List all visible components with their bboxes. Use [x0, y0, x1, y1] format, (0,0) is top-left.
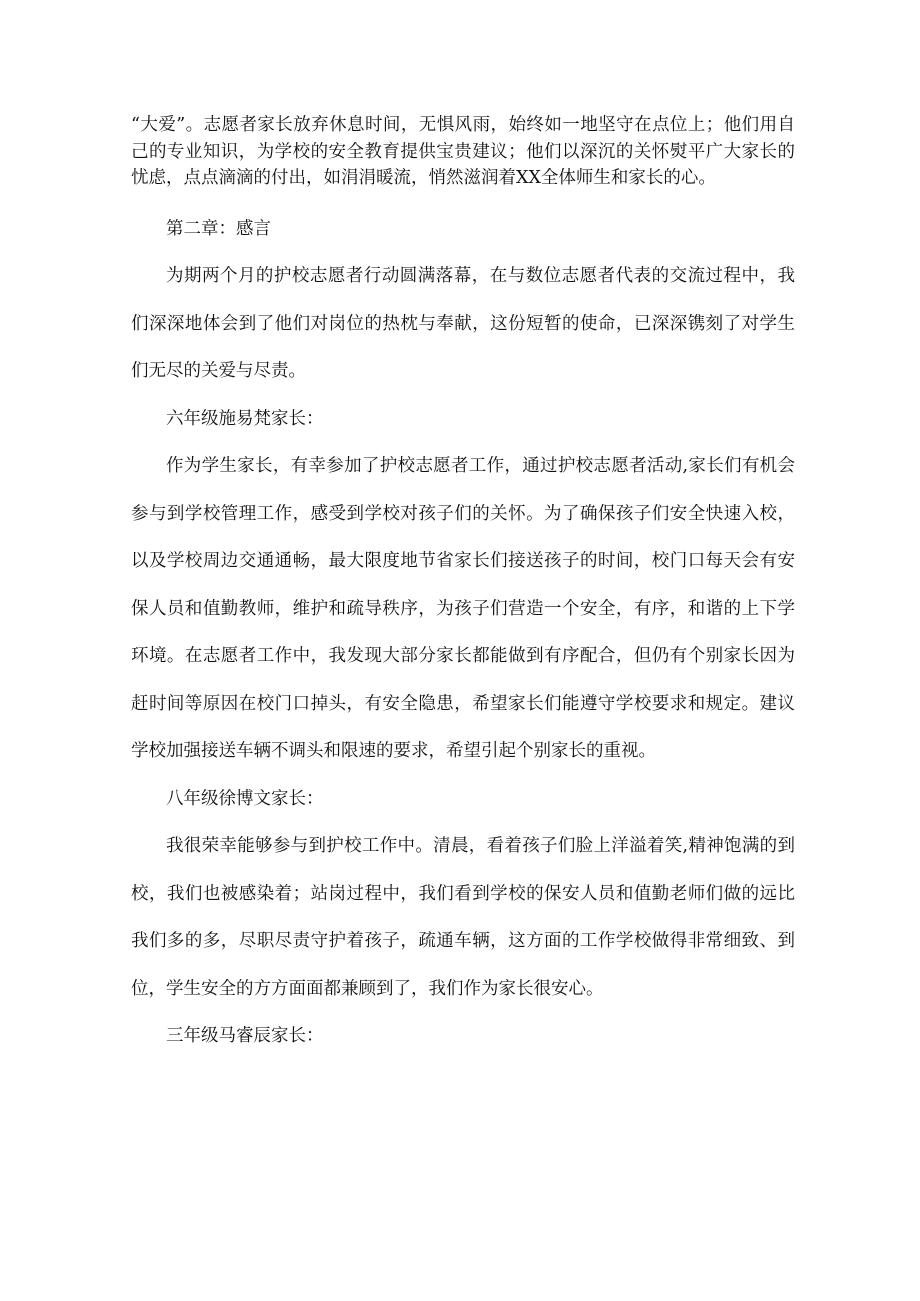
- chapter-intro-paragraph: 为期两个月的护校志愿者行动圆满落幕，在与数位志愿者代表的交流过程中，我们深深地体会到了他们对岗位的热枕与奉献，这份短暂的使命，已深深镌刻了对学生们无尽的关爱与尽责。: [131, 266, 795, 381]
- intro-paragraph: “大爱”。志愿者家长放弃休息时间，无惧风雨，始终如一地坚守在点位上；他们用自己的专业知识，为学校的安全教育提供宝贵建议；他们以深沉的关怀熨平广大家长的忧虑，点点滴滴的付出，如涓涓暖流，悄然滋润着XX全体师生和家长的心。: [131, 115, 795, 188]
- testimonial-text: 作为学生家长，有幸参加了护校志愿者工作，通过护校志愿者活动,家长们有机会参与到学校管理工作，感受到学校对孩子们的关怀。为了确保孩子们安全快速入校，以及学校周边交通通畅，最大限度地节省家长们接送孩子的时间，校门口每天会有安保人员和值勤教师，维护和疏导秩序，为孩子们营造一个安全，有序，和谐的上下学环境。在志愿者工作中，我发现大部分家长都能做到有序配合，但仍有个别家长因为赶时间等原因在校门口掉头，有安全隐患，希望家长们能遵守学校要求和规定。建议学校加强接送车辆不调头和限速的要求，希望引起个别家长的重视。: [131, 456, 795, 761]
- testimonial-text: 我很荣幸能够参与到护校工作中。清晨，看着孩子们脸上洋溢着笑,精神饱满的到校，我们也被感染着；站岗过程中，我们看到学校的保安人员和值勤老师们做的远比我们多的多，尽职尽责守护着孩子，疏通车辆，这方面的工作学校做得非常细致、到位，学生安全的方方面面都兼顾到了，我们作为家长很安心。: [131, 836, 795, 999]
- testimonial-speaker: 六年级施易梵家长：: [166, 408, 324, 429]
- testimonial-speaker: 八年级徐博文家长：: [166, 788, 324, 809]
- testimonial-speaker: 三年级马睿辰家长：: [166, 1026, 324, 1046]
- document-body: [131, 112, 795, 1061]
- spacer: [131, 192, 795, 206]
- chapter-heading: 第二章：感言: [166, 218, 271, 239]
